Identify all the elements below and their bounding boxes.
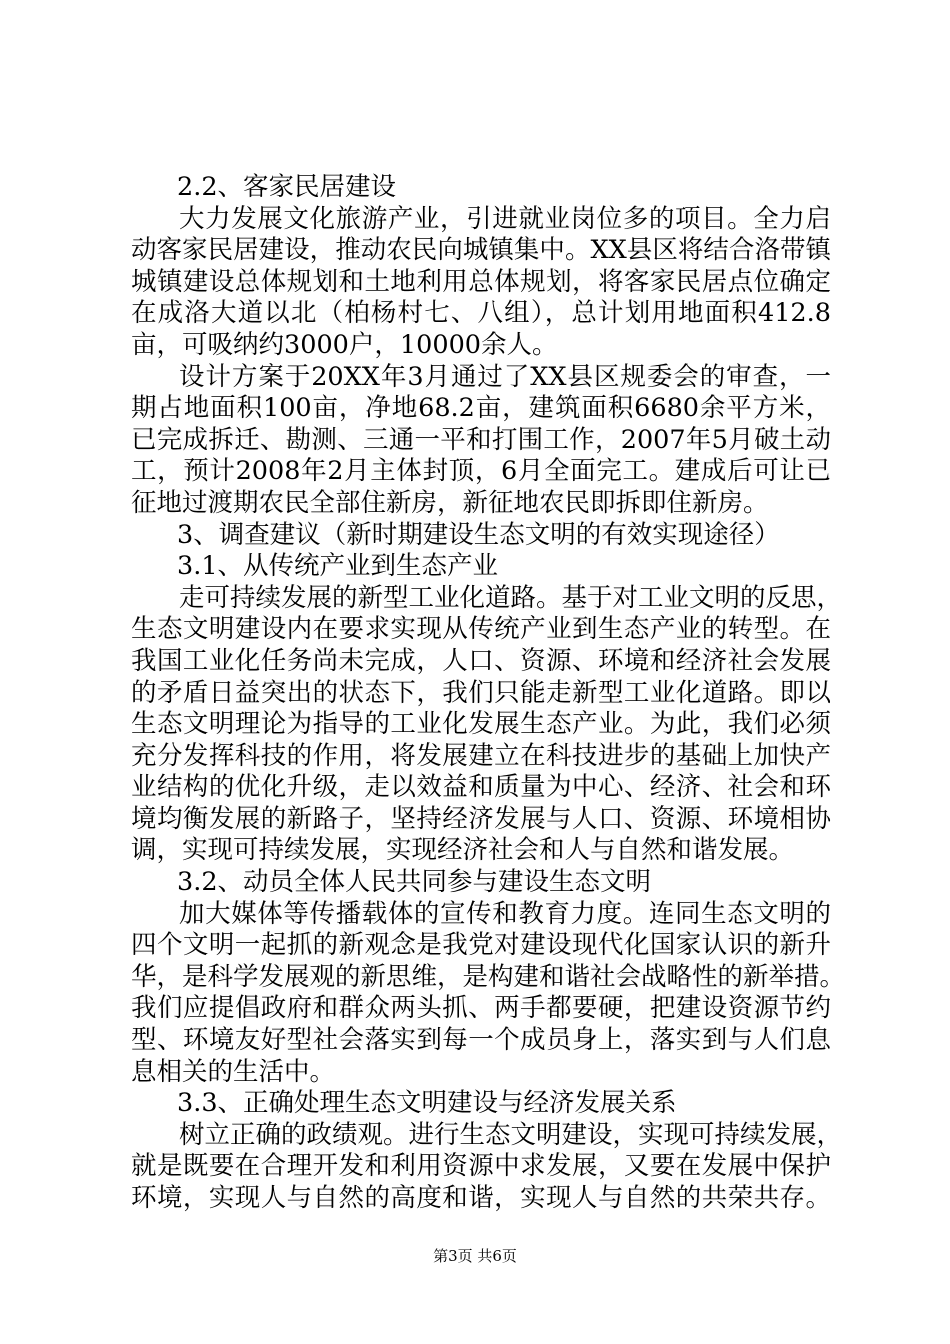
section-heading-3: 3、调查建议（新时期建设生态文明的有效实现途径） (177, 519, 780, 550)
paragraph-line: 华，是科学发展观的新思维，是构建和谐社会战略性的新举措。 (131, 961, 846, 992)
paragraph-line: 的矛盾日益突出的状态下，我们只能走新型工业化道路。即以 (131, 677, 831, 708)
paragraph-line: 亩，可吸纳约3000户，10000余人。 (131, 329, 558, 360)
paragraph-line: 生态文明理论为指导的工业化发展生态产业。为此，我们必须 (131, 709, 831, 740)
paragraph-line: 设计方案于20XX年3月通过了XX县区规委会的审查，一 (179, 361, 831, 392)
page-number-footer: 第3页 共6页 (433, 1247, 517, 1265)
paragraph-line: 已完成拆迁、勘测、三通一平和打围工作，2007年5月破土动 (131, 424, 831, 455)
paragraph-line: 工，预计2008年2月主体封顶，6月全面完工。建成后可让已 (131, 456, 831, 487)
section-heading-3-1: 3.1、从传统产业到生态产业 (177, 551, 499, 582)
paragraph-line: 期占地面积100亩，净地68.2亩，建筑面积6680余平方米， (131, 393, 831, 424)
paragraph-line: 就是既要在合理开发和利用资源中求发展，又要在发展中保护 (131, 1151, 831, 1182)
paragraph-line: 加大媒体等传播载体的宣传和教育力度。连同生态文明的 (179, 898, 831, 929)
paragraph-line: 大力发展文化旅游产业，引进就业岗位多的项目。全力启 (179, 203, 831, 234)
paragraph-line: 充分发挥科技的作用，将发展建立在科技进步的基础上加快产 (131, 740, 831, 771)
paragraph-line: 动客家民居建设，推动农民向城镇集中。XX县区将结合洛带镇 (131, 235, 831, 266)
paragraph-line: 我国工业化任务尚未完成，人口、资源、环境和经济社会发展 (131, 645, 831, 676)
document-body (131, 172, 846, 1215)
paragraph-line: 业结构的优化升级，走以效益和质量为中心、经济、社会和环 (131, 772, 831, 803)
paragraph-line: 型、环境友好型社会落实到每一个成员身上，落实到与人们息 (131, 1025, 831, 1056)
paragraph-line: 我们应提倡政府和群众两头抓、两手都要硬，把建设资源节约 (131, 993, 831, 1024)
paragraph-line: 征地过渡期农民全部住新房，新征地农民即拆即住新房。 (131, 487, 769, 518)
paragraph-line: 调，实现可持续发展，实现经济社会和人与自然和谐发展。 (131, 835, 795, 866)
section-heading-3-3: 3.3、正确处理生态文明建设与经济发展关系 (177, 1088, 677, 1119)
paragraph-line: 息相关的生活中。 (131, 1056, 336, 1087)
paragraph-line: 在成洛大道以北（柏杨村七、八组），总计划用地面积412.8 (131, 298, 831, 329)
section-heading-3-2: 3.2、动员全体人民共同参与建设生态文明 (177, 867, 652, 898)
paragraph-line: 环境，实现人与自然的高度和谐，实现人与自然的共荣共存。 (131, 1183, 831, 1213)
paragraph-line: 城镇建设总体规划和土地利用总体规划，将客家民居点位确定 (131, 266, 831, 297)
paragraph-line: 生态文明建设内在要求实现从传统产业到生态产业的转型。在 (131, 614, 831, 645)
paragraph-line: 走可持续发展的新型工业化道路。基于对工业文明的反思， (179, 582, 843, 613)
paragraph-line: 树立正确的政绩观。进行生态文明建设，实现可持续发展， (179, 1119, 843, 1150)
section-heading-2-2: 2.2、客家民居建设 (177, 172, 397, 202)
paragraph-line: 四个文明一起抓的新观念是我党对建设现代化国家认识的新升 (131, 930, 831, 961)
paragraph-line: 境均衡发展的新路子，坚持经济发展与人口、资源、环境相协 (131, 803, 831, 834)
